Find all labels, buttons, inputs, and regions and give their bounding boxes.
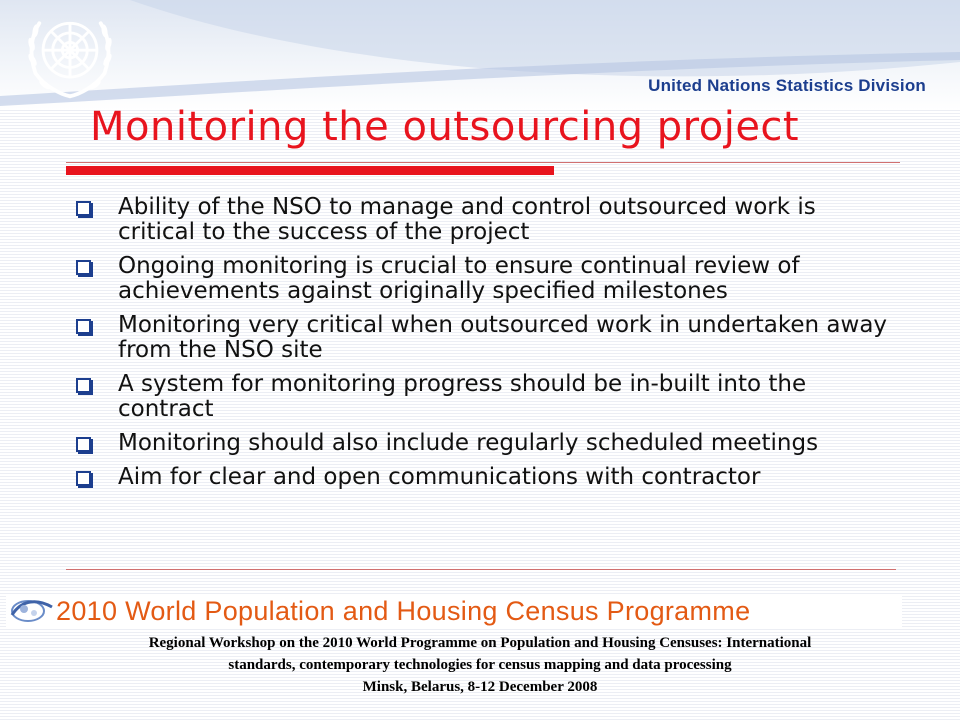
bullet-list [72,195,892,499]
bullet-item [72,465,892,490]
bullet-item [72,313,892,363]
bullet-item [72,431,892,456]
slide-title: Monitoring the outsourcing project [90,104,800,150]
bullet-text: Ability of the NSO to manage and control outsourced work is critical to the success of the project [118,194,816,245]
bullet-text: Monitoring should also include regularly scheduled meetings [118,430,819,456]
bullet-item [72,254,892,304]
workshop-line-1: Regional Workshop on the 2010 World Programme on Population and Housing Censuses: International [148,635,812,651]
bullet-text: Ongoing monitoring is crucial to ensure continual review of achievements against originally specified milestones [118,253,800,304]
programme-banner [6,594,902,628]
bullet-item [72,372,892,422]
checkbox-square-icon [76,201,91,216]
census-programme-logo-icon [8,595,58,627]
checkbox-square-icon [76,378,91,393]
title-divider-thick [66,166,554,175]
header-banner [0,0,960,110]
bullet-item [72,195,892,245]
title-divider-thin [66,162,900,163]
bullet-text: Aim for clear and open communications with contractor [118,464,761,490]
workshop-details [0,632,960,698]
un-emblem-icon [22,6,118,102]
checkbox-square-icon [76,437,91,452]
workshop-line-2: standards, contemporary technologies for census mapping and data processing [228,657,732,673]
checkbox-square-icon [76,260,91,275]
programme-name: 2010 World Population and Housing Census Programme [56,596,751,626]
content-divider [66,569,896,570]
checkbox-square-icon [76,471,91,486]
bullet-text: A system for monitoring progress should be in-built into the contract [118,371,807,422]
checkbox-square-icon [76,319,91,334]
workshop-line-3: Minsk, Belarus, 8-12 December 2008 [362,679,598,695]
bullet-text: Monitoring very critical when outsourced work in undertaken away from the NSO site [118,312,888,363]
division-name: United Nations Statistics Division [648,76,926,95]
